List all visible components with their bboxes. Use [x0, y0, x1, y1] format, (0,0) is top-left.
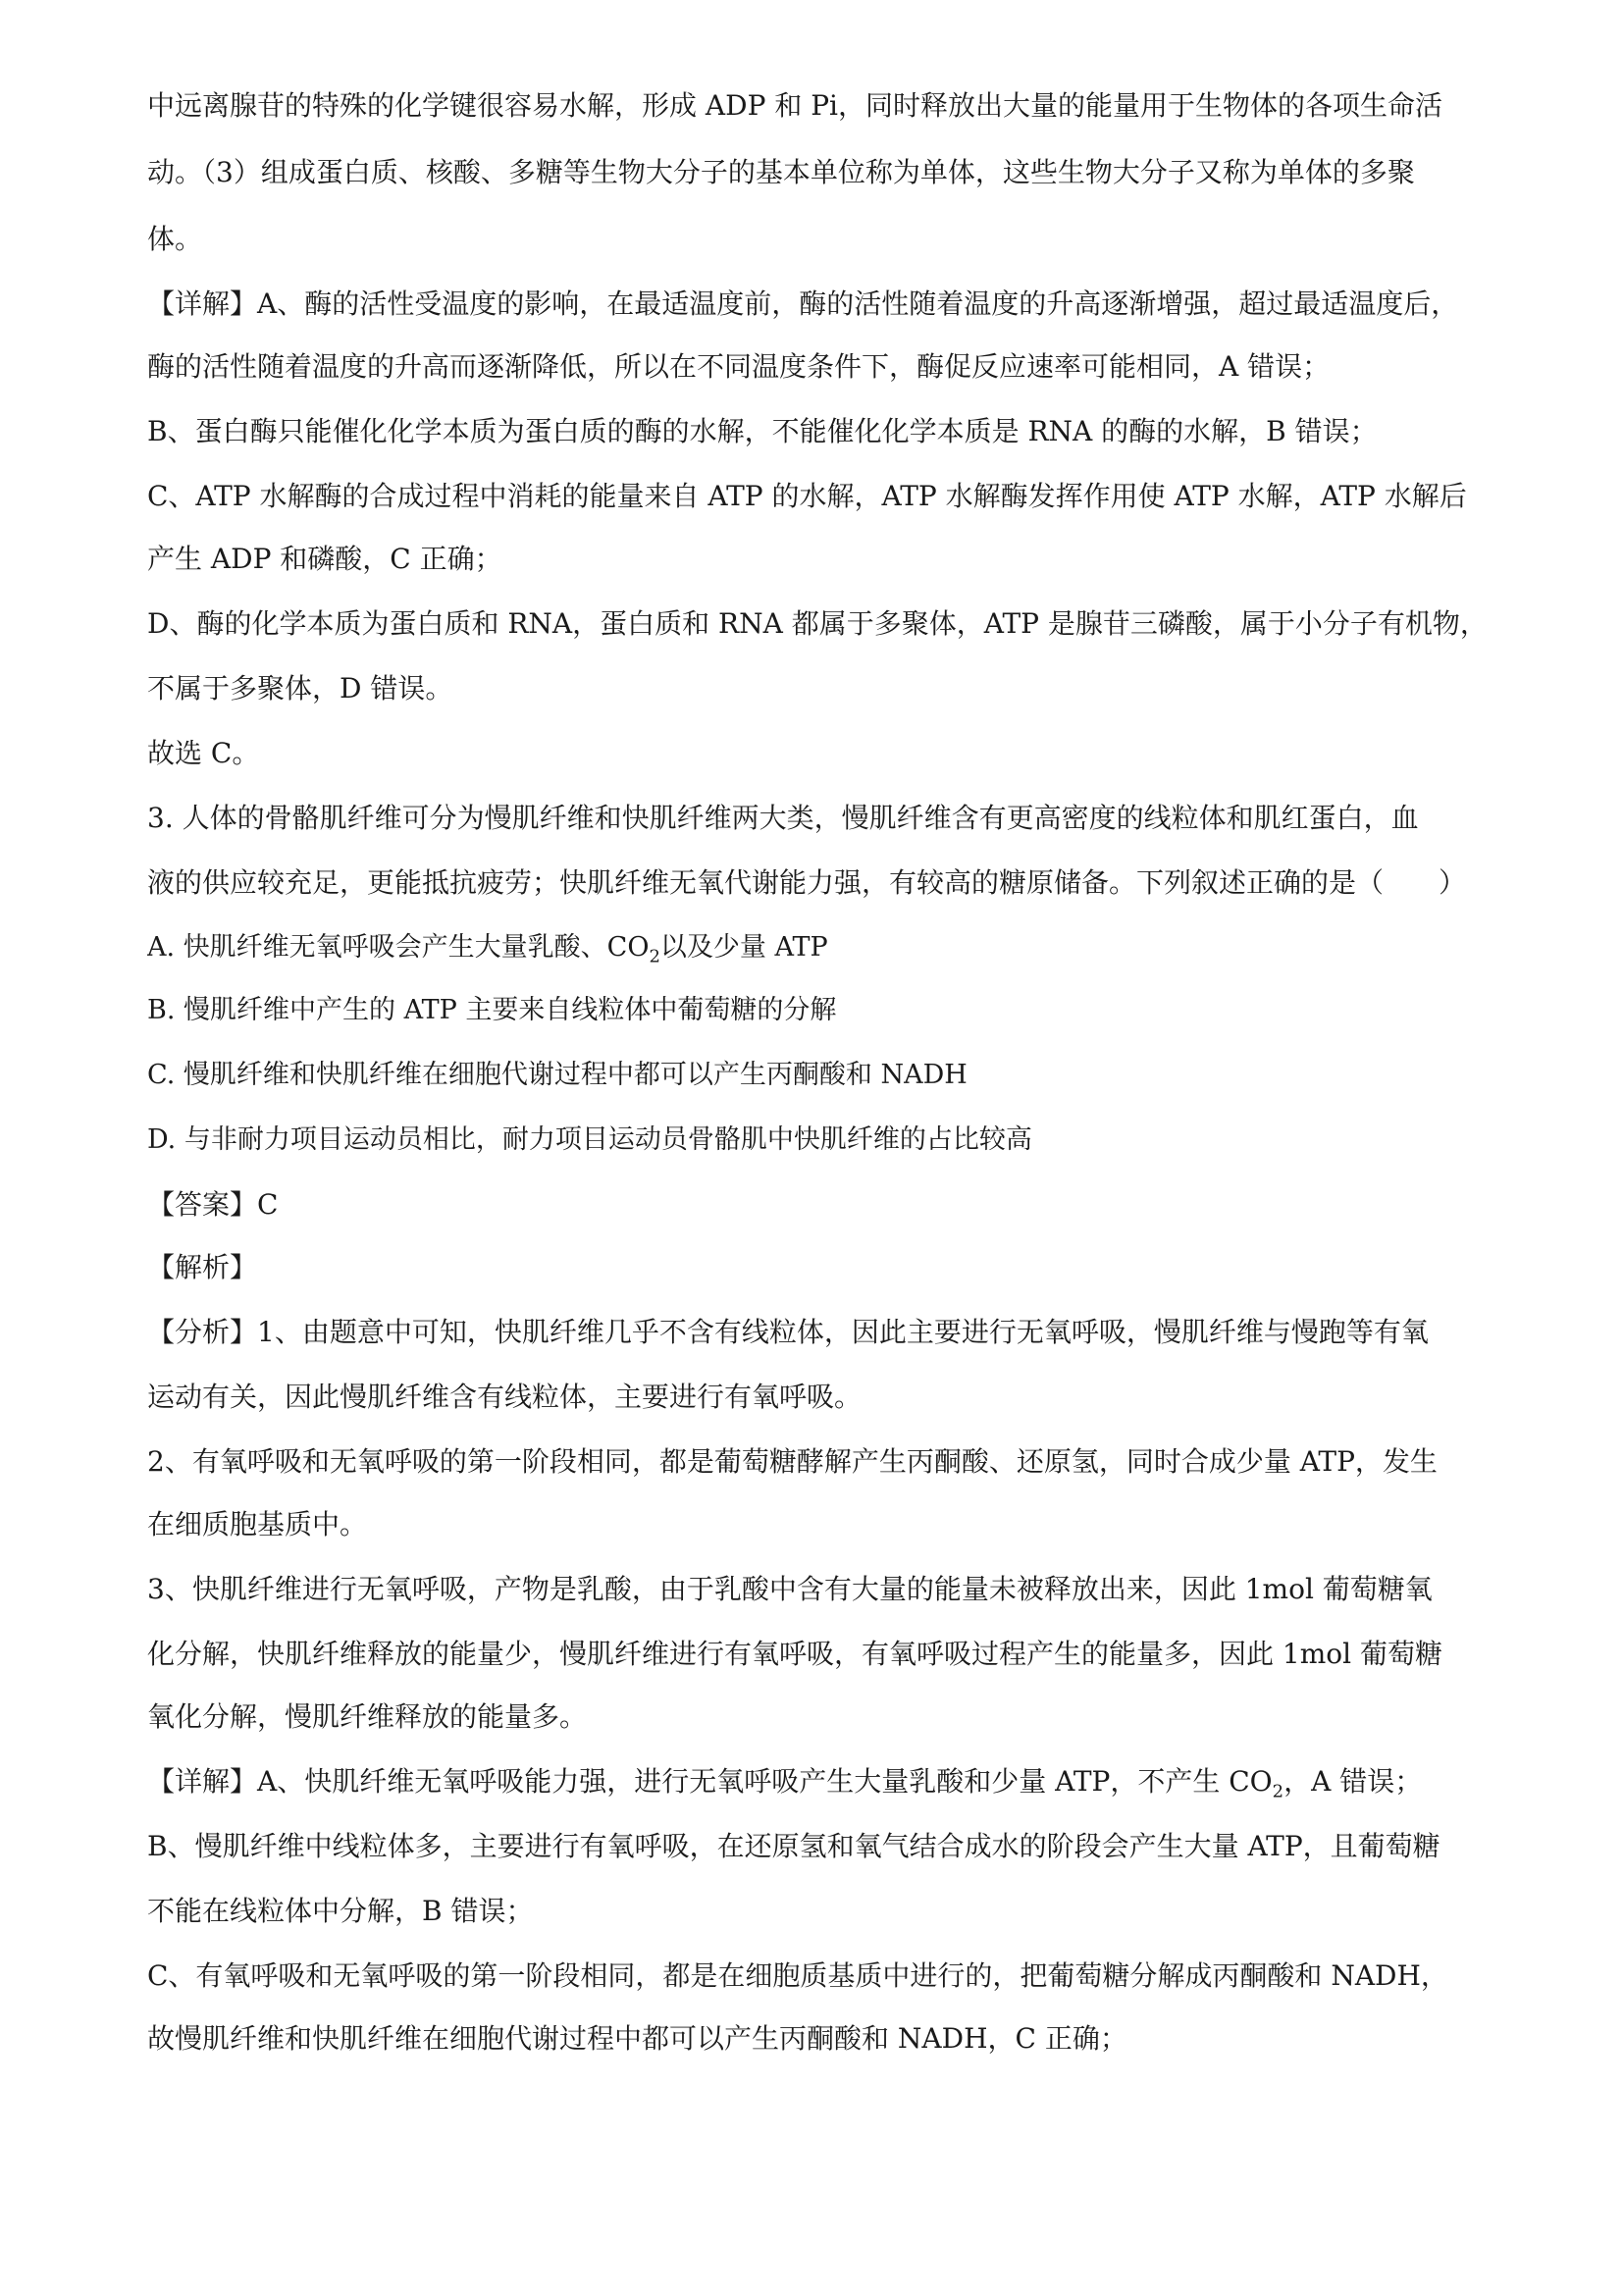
q2-detail-a-line-1: [147, 285, 1492, 324]
q3-option-a: [147, 928, 1492, 967]
q3-detail-a-text: A、快肌纤维无氧呼吸能力强，进行无氧呼吸产生大量乳酸和少量 ATP，不产生 CO: [257, 1765, 1273, 1798]
q2-choice: 故选 C。: [147, 737, 260, 769]
q2-detail-d-line-2: 不属于多聚体，D 错误。: [147, 672, 453, 704]
q3-fx-line-1: [147, 1313, 1492, 1352]
q3-detail-a-tail: ，A 错误；: [1283, 1765, 1423, 1798]
q3-detail-tag: 【详解】: [147, 1765, 258, 1798]
q2-detail-a-line-2: 酶的活性随着温度的升高而逐渐降低，所以在不同温度条件下，酶促反应速率可能相同，A 错误；: [147, 350, 1331, 383]
q3-option-a-text: A. 快肌纤维无氧呼吸会产生大量乳酸、CO: [147, 932, 650, 963]
q3-fx-line-3: 2、有氧呼吸和无氧呼吸的第一阶段相同，都是葡萄糖酵解产生丙酮酸、还原氢，同时合成少量 ATP，发生: [147, 1445, 1438, 1478]
q3-answer-tag: 【答案】: [147, 1188, 258, 1221]
q2-detail-c-line-1: C、ATP 水解酶的合成过程中消耗的能量来自 ATP 的水解，ATP 水解酶发挥作用使 ATP 水解，ATP 水解后: [147, 480, 1467, 512]
q2-detail-a-text: A、酶的活性受温度的影响，在最适温度前，酶的活性随着温度的升高逐渐增强，超过最适温度后，: [257, 287, 1459, 320]
q3-fx-line-2: 运动有关，因此慢肌纤维含有线粒体，主要进行有氧呼吸。: [147, 1381, 863, 1413]
continued-text-line-2: 动。（3）组成蛋白质、核酸、多糖等生物大分子的基本单位称为单体，这些生物大分子又称为单体的多聚: [147, 156, 1415, 188]
q3-fx-line-6: 化分解，快肌纤维释放的能量少，慢肌纤维进行有氧呼吸，有氧呼吸过程产生的能量多，因此 1mol 葡萄糖: [147, 1638, 1442, 1670]
q3-analysis-tag: 【解析】: [147, 1251, 258, 1283]
q3-fx-tag: 【分析】: [147, 1316, 258, 1348]
continued-text-line-1: 中远离腺苷的特殊的化学键很容易水解，形成 ADP 和 Pi，同时释放出大量的能量用于生物体的各项生命活: [147, 89, 1443, 122]
q3-detail-a: [147, 1762, 1492, 1801]
q3-option-b: B. 慢肌纤维中产生的 ATP 主要来自线粒体中葡萄糖的分解: [147, 995, 837, 1025]
q2-detail-tag: 【详解】: [147, 287, 258, 320]
subscript: 2: [1272, 1781, 1284, 1801]
q3-detail-c-line-2: 故慢肌纤维和快肌纤维在细胞代谢过程中都可以产生丙酮酸和 NADH，C 正确；: [147, 2022, 1127, 2055]
q3-answer-value: C: [257, 1188, 279, 1221]
continued-text-line-3: 体。: [147, 223, 203, 255]
q3-option-d: D. 与非耐力项目运动员相比，耐力项目运动员骨骼肌中快肌纤维的占比较高: [147, 1124, 1032, 1155]
q3-answer: [147, 1185, 1492, 1225]
q3-fx-line-4: 在细质胞基质中。: [147, 1508, 368, 1540]
q2-detail-d-line-1: D、酶的化学本质为蛋白质和 RNA，蛋白质和 RNA 都属于多聚体，ATP 是腺苷三磷酸，属于小分子有机物，: [147, 607, 1488, 640]
q3-detail-b-line-2: 不能在线粒体中分解，B 错误；: [147, 1895, 534, 1927]
q3-detail-c-line-1: C、有氧呼吸和无氧呼吸的第一阶段相同，都是在细胞质基质中进行的，把葡萄糖分解成丙酮酸和 NADH，: [147, 1959, 1448, 1992]
q3-fx-line-5: 3、快肌纤维进行无氧呼吸，产物是乳酸，由于乳酸中含有大量的能量未被释放出来，因此 1mol 葡萄糖氧: [147, 1573, 1433, 1605]
q3-option-c: C. 慢肌纤维和快肌纤维在细胞代谢过程中都可以产生丙酮酸和 NADH: [147, 1060, 968, 1090]
q3-detail-b-line-1: B、慢肌纤维中线粒体多，主要进行有氧呼吸，在还原氢和氧气结合成水的阶段会产生大量 ATP，且葡萄糖: [147, 1830, 1440, 1862]
q3-stem-line-2: 液的供应较充足，更能抵抗疲劳；快肌纤维无氧代谢能力强，有较高的糖原储备。下列叙述正确的是（ ）: [147, 866, 1467, 899]
subscript: 2: [649, 946, 660, 967]
q3-fx-text: 1、由题意中可知，快肌纤维几乎不含有线粒体，因此主要进行无氧呼吸，慢肌纤维与慢跑等有氧: [257, 1316, 1429, 1348]
q2-detail-c-line-2: 产生 ADP 和磷酸，C 正确；: [147, 543, 502, 575]
q3-fx-line-7: 氧化分解，慢肌纤维释放的能量多。: [147, 1700, 588, 1733]
q2-detail-b: B、蛋白酶只能催化化学本质为蛋白质的酶的水解，不能催化化学本质是 RNA 的酶的水解，B 错误；: [147, 415, 1378, 447]
q3-stem-line-1: 3. 人体的骨骼肌纤维可分为慢肌纤维和快肌纤维两大类，慢肌纤维含有更高密度的线粒体和肌红蛋白，血: [147, 802, 1419, 834]
q3-option-a-tail: 以及少量 ATP: [659, 932, 828, 963]
